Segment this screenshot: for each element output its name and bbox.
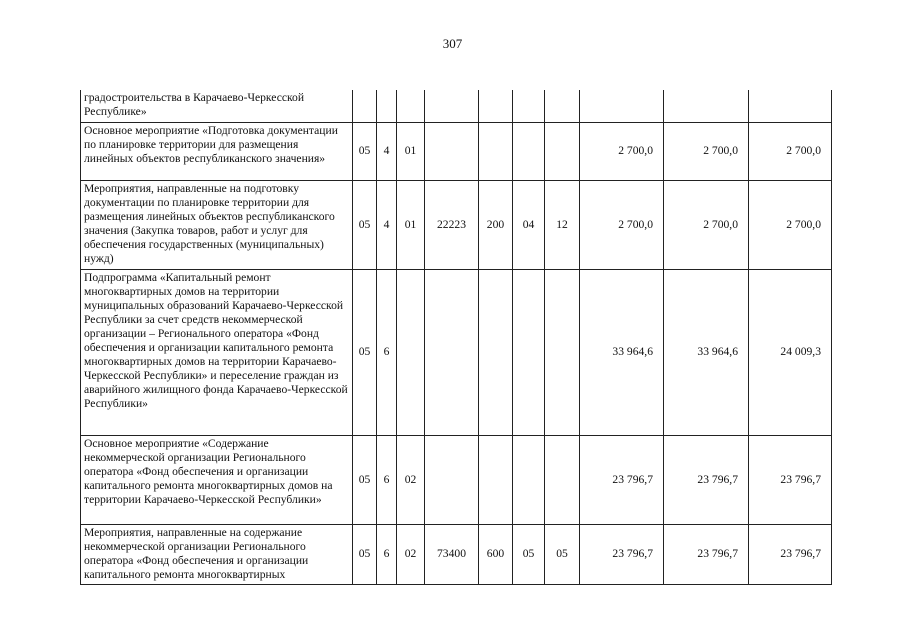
code-chapter	[513, 90, 545, 122]
code-chapter	[513, 269, 545, 435]
row-name: Мероприятия, направленные на содержание некоммерческой организации Регионального оператора «Фонд обеспечения и организации капитального ремонта многоквартирных	[81, 524, 353, 584]
code-expense-type	[479, 269, 513, 435]
code-subsection: 12	[545, 180, 580, 269]
amount-1: 23 796,7	[580, 524, 664, 584]
amount-3: 23 796,7	[749, 435, 832, 524]
code-expense-type	[479, 435, 513, 524]
code-section: 05	[353, 180, 377, 269]
code-program: 6	[377, 269, 397, 435]
table-row	[81, 180, 832, 269]
row-name: Подпрограмма «Капитальный ремонт многоквартирных домов на территории муниципальных образований Карачаево-Черкесской Республики за счет средств некоммерческой организации – Регионального оператора «Фонд обеспечения и организации капитального ремонта многоквартирных домов на территории Карачаево-Черкесской Республики» и переселение граждан из аварийного жилищного фонда Карачаево-Черкесской Республики»	[81, 269, 353, 435]
table-row	[81, 269, 832, 435]
code-direction	[425, 122, 479, 180]
row-name: Основное мероприятие «Содержание некоммерческой организации Регионального оператора «Фонд обеспечения и организации капитального ремонта многоквартирных домов на территории Карачаево-Черкесской Республики»	[81, 435, 353, 524]
amount-2: 2 700,0	[664, 122, 749, 180]
code-subsection	[545, 90, 580, 122]
amount-3: 2 700,0	[749, 122, 832, 180]
code-program: 6	[377, 435, 397, 524]
code-direction: 73400	[425, 524, 479, 584]
code-chapter: 04	[513, 180, 545, 269]
code-subsection	[545, 435, 580, 524]
amount-2: 23 796,7	[664, 435, 749, 524]
page-number: 307	[442, 36, 463, 51]
amount-2: 2 700,0	[664, 180, 749, 269]
code-direction	[425, 435, 479, 524]
row-name: Мероприятия, направленные на подготовку документации по планировке территории для размещения линейных объектов республиканского значения (Закупка товаров, работ и услуг для обеспечения государственных (муниципальных) нужд)	[81, 180, 353, 269]
code-section: 05	[353, 524, 377, 584]
code-expense-type	[479, 122, 513, 180]
code-program	[377, 90, 397, 122]
code-subprogram: 01	[397, 122, 425, 180]
code-expense-type: 600	[479, 524, 513, 584]
row-name: градостроительства в Карачаево-Черкесской Республике»	[81, 90, 353, 122]
amount-3: 24 009,3	[749, 269, 832, 435]
code-program: 4	[377, 122, 397, 180]
amount-1: 2 700,0	[580, 122, 664, 180]
code-subprogram: 01	[397, 180, 425, 269]
code-expense-type	[479, 90, 513, 122]
code-subsection	[545, 122, 580, 180]
code-subprogram	[397, 269, 425, 435]
code-subprogram	[397, 90, 425, 122]
code-subprogram: 02	[397, 435, 425, 524]
code-section: 05	[353, 435, 377, 524]
table-row	[81, 122, 832, 180]
table-row	[81, 524, 832, 584]
amount-1: 33 964,6	[580, 269, 664, 435]
amount-2: 23 796,7	[664, 524, 749, 584]
code-subsection: 05	[545, 524, 580, 584]
code-subprogram: 02	[397, 524, 425, 584]
amount-2: 33 964,6	[664, 269, 749, 435]
code-program: 6	[377, 524, 397, 584]
amount-2	[664, 90, 749, 122]
code-expense-type: 200	[479, 180, 513, 269]
table-row	[81, 90, 832, 122]
amount-3: 23 796,7	[749, 524, 832, 584]
code-section	[353, 90, 377, 122]
code-subsection	[545, 269, 580, 435]
code-chapter	[513, 122, 545, 180]
amount-3: 2 700,0	[749, 180, 832, 269]
amount-3	[749, 90, 832, 122]
code-section: 05	[353, 122, 377, 180]
code-section: 05	[353, 269, 377, 435]
code-direction	[425, 269, 479, 435]
budget-table	[80, 90, 832, 585]
amount-1: 2 700,0	[580, 180, 664, 269]
code-chapter: 05	[513, 524, 545, 584]
code-direction: 22223	[425, 180, 479, 269]
code-program: 4	[377, 180, 397, 269]
amount-1: 23 796,7	[580, 435, 664, 524]
row-name: Основное мероприятие «Подготовка документации по планировке территории для размещения линейных объектов республиканского значения»	[81, 122, 353, 180]
code-chapter	[513, 435, 545, 524]
code-direction	[425, 90, 479, 122]
amount-1	[580, 90, 664, 122]
table-row	[81, 435, 832, 524]
